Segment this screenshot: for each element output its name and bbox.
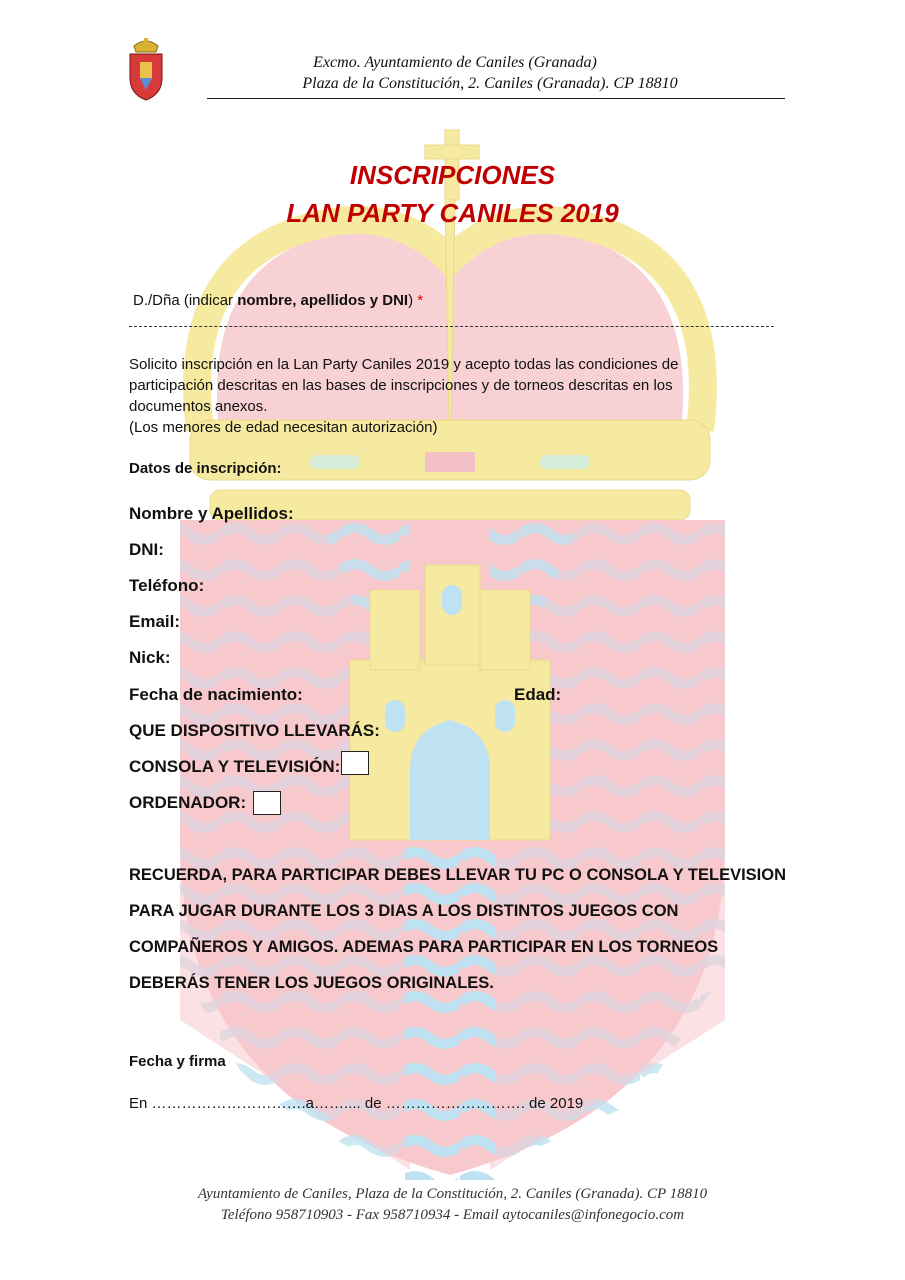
applicant-fill-line[interactable]	[129, 326, 774, 327]
document-title: INSCRIPCIONES	[349, 160, 556, 190]
header-address-line: Plaza de la Constitución, 2. Caniles (Granada). CP 18810	[302, 75, 678, 92]
applicant-instruction	[133, 290, 423, 311]
pc-label: ORDENADOR:	[129, 793, 247, 812]
required-mark: *	[417, 292, 424, 309]
console-label: CONSOLA Y TELEVISIÓN:	[129, 757, 341, 776]
reminder-paragraph	[129, 857, 789, 1001]
footer-address: Ayuntamiento de Caniles, Plaza de la Constitución, 2. Caniles (Granada). CP 18810	[197, 1186, 708, 1202]
signature-date-line[interactable]: En ………………………….a…….... de ………………………. de 2019	[129, 1095, 584, 1112]
pc-checkbox[interactable]	[253, 791, 281, 815]
birthdate-label: Fecha de nacimiento:	[129, 685, 303, 704]
header-title-line: Excmo. Ayuntamiento de Caniles (Granada)	[313, 54, 597, 71]
signature-label: Fecha y firma	[129, 1053, 226, 1070]
coat-of-arms-watermark	[160, 120, 740, 1180]
request-line: participación descritas en las bases de inscripciones y de torneos descritas en los	[129, 377, 673, 394]
console-option	[129, 757, 340, 777]
request-paragraph	[129, 354, 789, 438]
section-label: Datos de inscripción:	[129, 460, 282, 477]
email-label: Email:	[129, 612, 181, 631]
footer-contact: Teléfono 958710903 - Fax 958710934 - Email aytocaniles@infonegocio.com	[220, 1207, 685, 1223]
name-label: Nombre y Apellidos:	[129, 504, 294, 523]
pc-option	[129, 793, 246, 813]
applicant-prefix: D./Dña (indicar	[133, 292, 238, 309]
request-note: (Los menores de edad necesitan autorización)	[129, 419, 438, 436]
nick-label: Nick:	[129, 648, 171, 667]
reminder-line: COMPAÑEROS Y AMIGOS. ADEMAS PARA PARTICIPAR EN LOS TORNEOS	[129, 938, 719, 956]
applicant-suffix: )	[408, 292, 418, 309]
age-label: Edad:	[514, 685, 562, 704]
dni-label: DNI:	[129, 540, 164, 559]
phone-label: Teléfono:	[129, 576, 205, 595]
request-line: documentos anexos.	[129, 398, 268, 415]
reminder-line: PARA JUGAR DURANTE LOS 3 DIAS A LOS DISTINTOS JUEGOS CON	[129, 902, 679, 920]
municipal-shield-logo	[126, 38, 166, 102]
document-subtitle: LAN PARTY CANILES 2019	[286, 198, 619, 228]
reminder-line: RECUERDA, PARA PARTICIPAR DEBES LLEVAR TU PC O CONSOLA Y TELEVISION	[129, 866, 787, 884]
reminder-line: DEBERÁS TENER LOS JUEGOS ORIGINALES.	[129, 974, 494, 992]
request-line: Solicito inscripción en la Lan Party Caniles 2019 y acepto todas las condiciones de	[129, 356, 679, 373]
device-question: QUE DISPOSITIVO LLEVARÁS:	[129, 721, 380, 740]
applicant-bold: nombre, apellidos y DNI	[237, 292, 409, 309]
console-checkbox[interactable]	[341, 751, 369, 775]
header-divider	[207, 98, 785, 99]
